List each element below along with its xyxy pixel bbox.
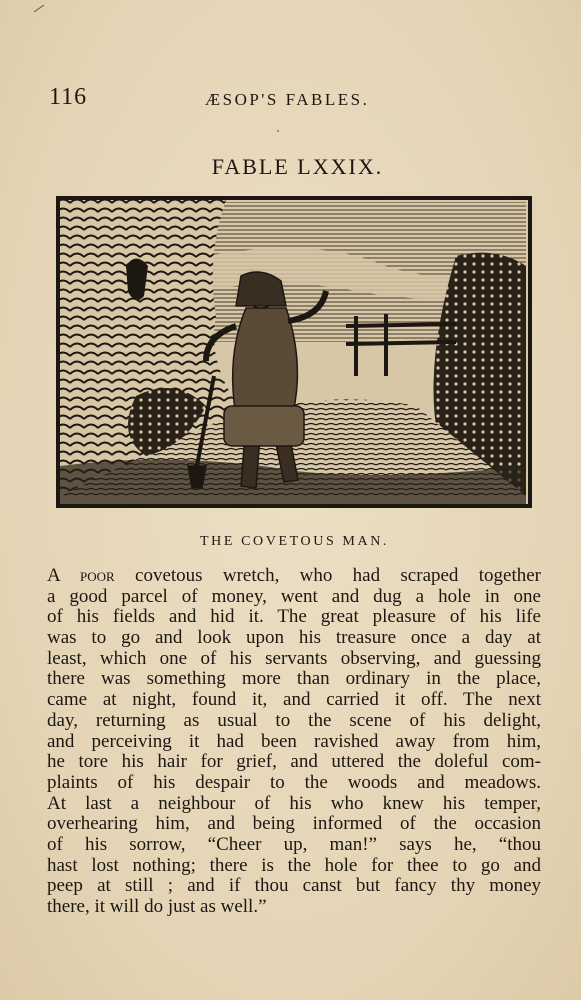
fable-title: FABLE LXXIX.	[211, 154, 384, 179]
page-number: 116	[49, 84, 88, 110]
text-line: of his sorrow, “Cheer up, man!” says he, “thou	[47, 833, 541, 855]
woodcut-illustration	[56, 196, 532, 508]
text-line: least, which one of his servants observing, and guessing	[47, 647, 541, 669]
text-line: of his fields and hid it. The great pleasure of his life	[47, 606, 541, 628]
line-1-rest: covetous wretch, who had scraped together	[114, 565, 541, 586]
text-line: and perceiving it had been ravished away from him,	[47, 730, 541, 752]
text-line	[47, 566, 541, 587]
running-title: ÆSOP'S FABLES.	[205, 90, 370, 109]
text-line: day, returning as usual to the scene of his delight,	[47, 709, 541, 731]
text-line: came at night, found it, and carried it off. The next	[47, 689, 541, 711]
lead-word: A	[47, 565, 60, 586]
text-line: there, it will do just as well.”	[47, 896, 267, 917]
text-line: hast lost nothing; there is the hole for thee to go and	[47, 854, 541, 876]
text-line: was to go and look upon his treasure once a day at	[47, 627, 541, 649]
fable-text	[47, 566, 541, 918]
text-line: plaints of his despair to the woods and meadows.	[47, 771, 541, 793]
text-line: there was something more than ordinary in the place,	[47, 668, 541, 690]
text-line: At last a neighbour of his who knew his temper,	[47, 792, 541, 814]
text-line: peep at still ; and if thou canst but fancy thy money	[47, 875, 541, 897]
text-line: he tore his hair for grief, and uttered the doleful com-	[47, 751, 541, 773]
margin-mark	[34, 5, 44, 13]
text-line: a good parcel of money, went and dug a hole in one	[47, 585, 541, 607]
text-line: overhearing him, and being informed of the occasion	[47, 813, 541, 835]
illustration-caption: THE COVETOUS MAN.	[200, 534, 389, 549]
lead-word-smallcaps: poor	[80, 565, 115, 586]
print-speck	[277, 130, 279, 132]
